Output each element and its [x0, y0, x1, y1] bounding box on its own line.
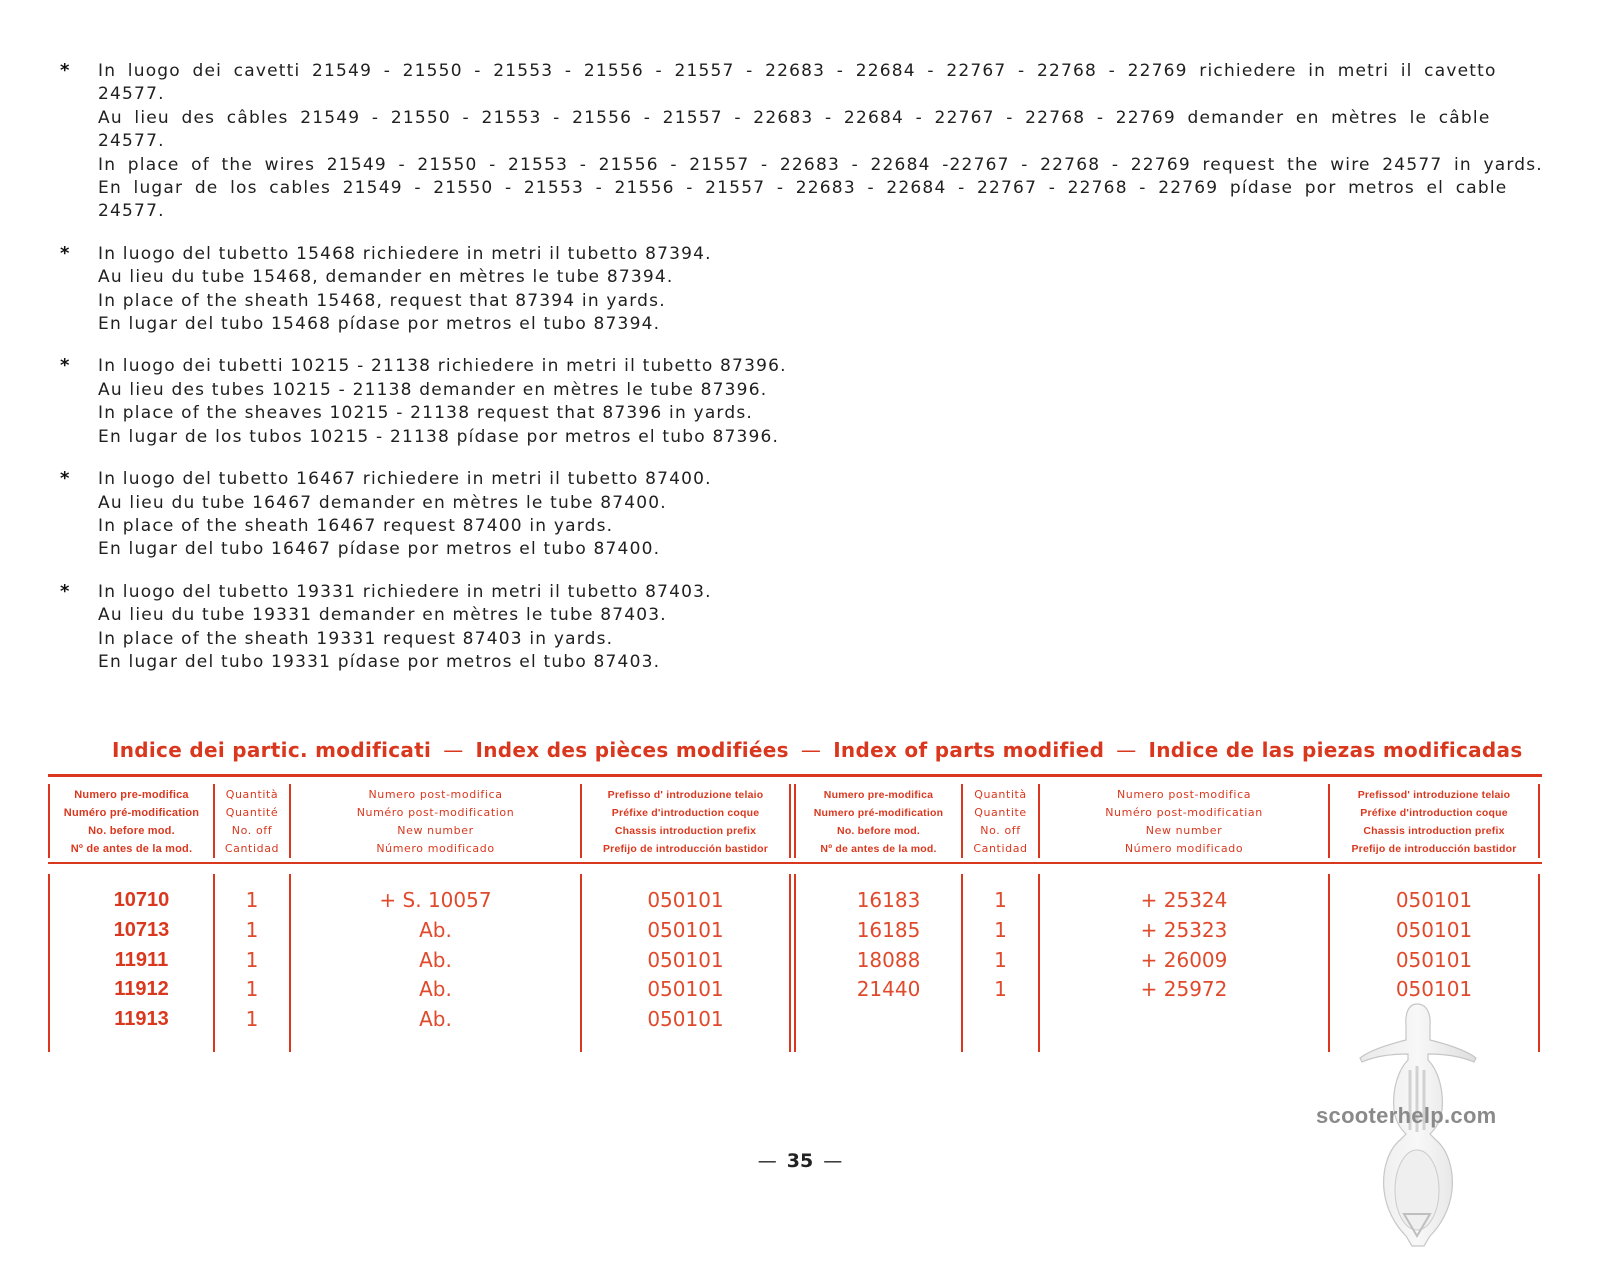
table-cell: 050101 [647, 947, 724, 972]
title-separator: — [800, 738, 822, 762]
page-number-value: 35 [786, 1150, 814, 1172]
table-cell: 050101 [647, 917, 724, 942]
table-cell: 1 [245, 888, 259, 912]
header-chassis-prefix-2 [1330, 786, 1538, 858]
header-quantity [215, 786, 289, 858]
column-chassis-prefix [582, 886, 789, 1035]
header-line: Numero pre-modifica [823, 789, 934, 801]
note-line-it: In luogo del tubetto 16467 richiedere in metri il tubetto 87400. [98, 469, 712, 490]
note-line-es: En lugar de los cables 21549 - 21550 - 21553 - 21556 - 21557 - 22683 - 22684 - 22767 - 22768 - 22769 pídase por metros el cable [98, 178, 1508, 199]
table-cell: 050101 [1395, 977, 1473, 1002]
note-line-it: In luogo del tubetto 15468 richiedere in metri il tubetto 87394. [98, 243, 712, 264]
table-cell: 1 [245, 977, 259, 1002]
header-quantity-2 [963, 786, 1038, 858]
table-cell: 1 [245, 947, 259, 972]
table-header-rule [48, 862, 1542, 864]
bullet: * [60, 242, 70, 264]
header-line: Cantidad [973, 842, 1028, 855]
table-cell: 050101 [647, 977, 724, 1002]
note-line-en: In place of the sheath 19331 request 87403 in yards. [98, 628, 614, 649]
header-line: No. off [980, 824, 1021, 837]
note-line-fr: Au lieu du tube 19331 demander en mètres le tube 87403. [98, 605, 667, 626]
header-line: No. off [231, 824, 273, 837]
table-cell: 1 [994, 888, 1007, 912]
index-title-es: Indice de las piezas modificadas [1148, 738, 1523, 762]
header-line: Prefijo de introducción bastidor [602, 843, 769, 855]
note-item [60, 60, 1560, 224]
note-line-es: En lugar del tubo 15468 pídase por metros el tubo 87394. [98, 314, 661, 335]
title-separator: — [1116, 738, 1137, 762]
note-line-en: In place of the sheath 16467 request 87400 in yards. [98, 515, 614, 536]
header-pre-mod-2 [796, 786, 961, 858]
table-cell: 050101 [1395, 888, 1473, 912]
note-line-fr: Au lieu du tube 15468, demander en mètres le tube 87394. [98, 267, 674, 288]
parts-index-table [48, 774, 1542, 1054]
header-line: Nº de antes de la mod. [70, 843, 193, 855]
note-line-it: In luogo dei tubetti 10215 - 21138 richiedere in metri il tubetto 87396. [98, 356, 787, 377]
header-line: Prefisso d' introduzione telaio [607, 789, 764, 801]
note-line-es: En lugar del tubo 19331 pídase por metros el tubo 87403. [98, 651, 661, 672]
header-line: New number [397, 824, 474, 837]
table-cell: 21440 [856, 977, 921, 1002]
column-quantity [215, 886, 289, 1035]
notes-section [60, 60, 1560, 693]
note-line-fr: Au lieu des tubes 10215 - 21138 demander en mètres le tube 87396. [98, 379, 768, 400]
header-line: Quantità [974, 788, 1027, 801]
note-line-fr: Au lieu du tube 16467 demander en mètres le tube 87400. [98, 492, 667, 513]
column-chassis-prefix-2 [1330, 886, 1538, 1005]
note-line-es: En lugar del tubo 16467 pídase por metros el tubo 87400. [98, 539, 661, 560]
title-separator: — [443, 738, 464, 762]
header-line: Número modificado [376, 842, 495, 855]
column-divider [789, 784, 791, 858]
table-cell: + 25972 [1140, 977, 1228, 1002]
bullet: * [60, 468, 70, 490]
note-item [60, 243, 1560, 337]
table-cell: 050101 [647, 888, 724, 912]
note-line-en: In place of the wires 21549 - 21550 - 21553 - 21556 - 21557 - 22683 - 22684 -22767 - 22768 - 22769 request the wire 24577 in yards. [98, 154, 1543, 175]
table-cell: 1 [245, 917, 259, 942]
header-line: Prefijo de introducción bastidor [1351, 843, 1517, 855]
note-line-es: En lugar de los tubos 10215 - 21138 pídase por metros el tubo 87396. [98, 426, 780, 447]
header-line: Cantidad [224, 842, 280, 855]
table-cell: Ab. [419, 917, 452, 942]
table-cell: 11912 [114, 978, 169, 1001]
header-line: Número modificado [1124, 842, 1244, 855]
note-line-en: In place of the sheaves 10215 - 21138 request that 87396 in yards. [98, 403, 753, 424]
note-line-it: In luogo dei cavetti 21549 - 21550 - 21553 - 21556 - 21557 - 22683 - 22684 - 22767 - 22768 - 22769 richiedere in metri il cavetto 24577. [98, 61, 1509, 105]
bullet: * [60, 355, 70, 377]
note-item [60, 355, 1560, 449]
column-divider [789, 874, 791, 1052]
table-cell: 050101 [647, 1007, 724, 1032]
bullet: * [60, 60, 70, 81]
bullet: * [60, 580, 70, 602]
header-line: No. before mod. [88, 825, 175, 837]
table-cell: 050101 [1395, 917, 1473, 942]
header-line: Nº de antes de la mod. [820, 843, 937, 855]
table-cell: 1 [245, 1007, 259, 1032]
table-cell: 1 [994, 947, 1007, 972]
table-cell: 11913 [114, 1008, 169, 1031]
note-line-it: In luogo del tubetto 19331 richiedere in metri il tubetto 87403. [98, 581, 712, 602]
table-cell: 10710 [113, 889, 170, 911]
column-post-mod-2 [1040, 886, 1328, 1005]
column-pre-mod-2 [796, 886, 981, 1005]
header-line: No. before mod. [837, 825, 920, 837]
watermark-text: scooterhelp.com [1316, 1103, 1497, 1128]
note-line-en: In place of the sheath 15468, request that 87394 in yards. [98, 290, 666, 311]
table-cell: 11911 [114, 948, 169, 971]
header-post-mod-2 [1040, 786, 1328, 858]
index-title-it: Indice dei partic. modificati [112, 738, 432, 762]
header-line: Numero post-modifica [368, 788, 503, 801]
table-cell: + 25324 [1140, 888, 1228, 912]
header-line: Chassis introduction prefix [1363, 825, 1505, 837]
column-post-mod [291, 886, 580, 1035]
header-line: New number [1145, 824, 1223, 837]
page-dash: — [823, 1150, 843, 1172]
column-divider [1538, 784, 1540, 858]
table-cell: 10713 [113, 918, 170, 941]
note-item [60, 468, 1560, 562]
header-chassis-prefix [582, 786, 789, 858]
index-title-fr: Index des pièces modifiées [475, 738, 789, 762]
table-cell: Ab. [419, 1007, 452, 1032]
header-line: Quantite [974, 806, 1027, 819]
table-cell: + 26009 [1140, 947, 1228, 972]
header-post-mod [291, 786, 580, 858]
header-line: Numero pré-modification [813, 807, 944, 819]
header-line: Numero post-modifica [1116, 788, 1252, 801]
table-cell: 18088 [856, 947, 921, 972]
index-title [112, 738, 1532, 762]
header-line: Préfixe d'introduction coque [611, 807, 760, 819]
header-line: Chassis introduction prefix [614, 825, 757, 837]
table-cell: 16185 [856, 917, 921, 942]
column-pre-mod [50, 886, 233, 1035]
table-cell: + 25323 [1140, 917, 1228, 942]
header-line: Numéro post-modificatian [1105, 806, 1263, 819]
note-line-fr: Au lieu des câbles 21549 - 21550 - 21553 - 21556 - 21557 - 22683 - 22684 - 22767 - 22768 - 22769 demander en mètres le câble 24577. [98, 107, 1503, 152]
note-line-es-cont: 24577. [98, 201, 165, 222]
header-line: Numero pre-modifica [74, 789, 189, 801]
table-cell: 1 [994, 917, 1007, 942]
index-title-en: Index of parts modified [833, 738, 1105, 762]
page-dash: — [757, 1150, 777, 1172]
header-line: Numéro pré-modification [63, 807, 200, 819]
table-cell: 1 [994, 977, 1007, 1002]
column-divider [1538, 874, 1540, 1052]
header-line: Préfixe d'introduction coque [1360, 807, 1508, 819]
note-item [60, 581, 1560, 675]
header-line: Prefissod' introduzione telaio [1357, 789, 1511, 801]
header-pre-mod [50, 786, 213, 858]
table-cell: + S. 10057 [379, 888, 492, 912]
header-line: Numéro post-modification [356, 806, 515, 819]
table-top-rule [48, 774, 1542, 777]
column-quantity-2 [963, 886, 1038, 1005]
table-cell: Ab. [419, 947, 452, 972]
table-cell: 16183 [856, 888, 921, 912]
table-cell: 050101 [1395, 947, 1473, 972]
table-cell: Ab. [419, 977, 452, 1002]
header-line: Quantité [225, 806, 279, 819]
header-line: Quantità [225, 788, 279, 801]
